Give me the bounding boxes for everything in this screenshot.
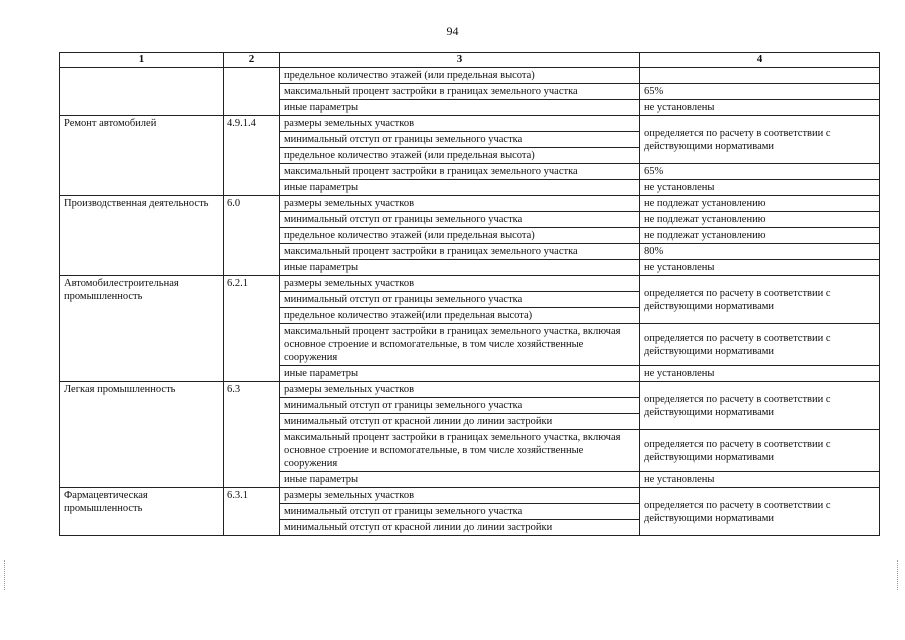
use-code-cell: 6.3.1 [224, 488, 280, 536]
value-cell: не установлены [640, 260, 880, 276]
use-type-cell: Ремонт автомобилей [60, 116, 224, 196]
value-cell: не установлены [640, 180, 880, 196]
use-type-cell: Автомобилестроительная промышленность [60, 276, 224, 382]
value-cell: 65% [640, 164, 880, 180]
table-row [60, 276, 880, 292]
param-cell: максимальный процент застройки в границах земельного участка, включая основное строение и вспомогательные, в том числе хозяйственные сооружения [280, 324, 640, 366]
param-cell: максимальный процент застройки в границах земельного участка [280, 84, 640, 100]
param-cell: предельное количество этажей (или предельная высота) [280, 68, 640, 84]
use-code-cell [224, 68, 280, 116]
value-cell: определяется по расчету в соответствии с действующими нормативами [640, 382, 880, 430]
table-row [60, 116, 880, 132]
value-cell: определяется по расчету в соответствии с действующими нормативами [640, 488, 880, 536]
table-row [60, 196, 880, 212]
value-cell: не подлежат установлению [640, 196, 880, 212]
param-cell: размеры земельных участков [280, 276, 640, 292]
param-cell: иные параметры [280, 100, 640, 116]
table-row [60, 488, 880, 504]
scan-edge-mark-left [4, 560, 6, 590]
use-code-cell: 6.3 [224, 382, 280, 488]
param-cell: размеры земельных участков [280, 116, 640, 132]
param-cell: минимальный отступ от границы земельного участка [280, 292, 640, 308]
param-cell: минимальный отступ от границы земельного участка [280, 212, 640, 228]
value-cell: определяется по расчету в соответствии с действующими нормативами [640, 276, 880, 324]
use-type-cell: Легкая промышленность [60, 382, 224, 488]
use-code-cell: 6.2.1 [224, 276, 280, 382]
value-cell: определяется по расчету в соответствии с действующими нормативами [640, 324, 880, 366]
value-cell: не установлены [640, 100, 880, 116]
param-cell: размеры земельных участков [280, 488, 640, 504]
param-cell: размеры земельных участков [280, 382, 640, 398]
param-cell: иные параметры [280, 260, 640, 276]
param-cell: максимальный процент застройки в границах земельного участка [280, 244, 640, 260]
value-cell: 65% [640, 84, 880, 100]
param-cell: минимальный отступ от границы земельного участка [280, 398, 640, 414]
param-cell: минимальный отступ от границы земельного участка [280, 132, 640, 148]
page-number: 94 [446, 24, 459, 38]
param-cell: предельное количество этажей (или предельная высота) [280, 148, 640, 164]
param-cell: предельное количество этажей (или предельная высота) [280, 228, 640, 244]
value-cell: не подлежат установлению [640, 212, 880, 228]
land-use-parameters-table [59, 52, 880, 536]
value-cell: определяется по расчету в соответствии с действующими нормативами [640, 116, 880, 164]
header-col-2: 2 [224, 53, 280, 68]
value-cell: не установлены [640, 366, 880, 382]
param-cell: минимальный отступ от границы земельного участка [280, 504, 640, 520]
header-col-3: 3 [280, 53, 640, 68]
value-cell: определяется по расчету в соответствии с действующими нормативами [640, 430, 880, 472]
table-row [60, 382, 880, 398]
param-cell: иные параметры [280, 180, 640, 196]
param-cell: предельное количество этажей(или предельная высота) [280, 308, 640, 324]
use-type-cell: Производственная деятельность [60, 196, 224, 276]
use-code-cell: 4.9.1.4 [224, 116, 280, 196]
param-cell: максимальный процент застройки в границах земельного участка [280, 164, 640, 180]
use-type-cell: Фармацевтическая промышленность [60, 488, 224, 536]
scan-edge-mark-right [897, 560, 899, 590]
value-cell [640, 68, 880, 84]
param-cell: иные параметры [280, 472, 640, 488]
header-col-1: 1 [60, 53, 224, 68]
use-type-cell [60, 68, 224, 116]
param-cell: размеры земельных участков [280, 196, 640, 212]
value-cell: 80% [640, 244, 880, 260]
table-header-row [60, 53, 880, 68]
use-code-cell: 6.0 [224, 196, 280, 276]
param-cell: иные параметры [280, 366, 640, 382]
value-cell: не установлены [640, 472, 880, 488]
table-row [60, 68, 880, 84]
param-cell: минимальный отступ от красной линии до линии застройки [280, 520, 640, 536]
value-cell: не подлежат установлению [640, 228, 880, 244]
param-cell: минимальный отступ от красной линии до линии застройки [280, 414, 640, 430]
header-col-4: 4 [640, 53, 880, 68]
param-cell: максимальный процент застройки в границах земельного участка, включая основное строение и вспомогательные, в том числе хозяйственные сооружения [280, 430, 640, 472]
